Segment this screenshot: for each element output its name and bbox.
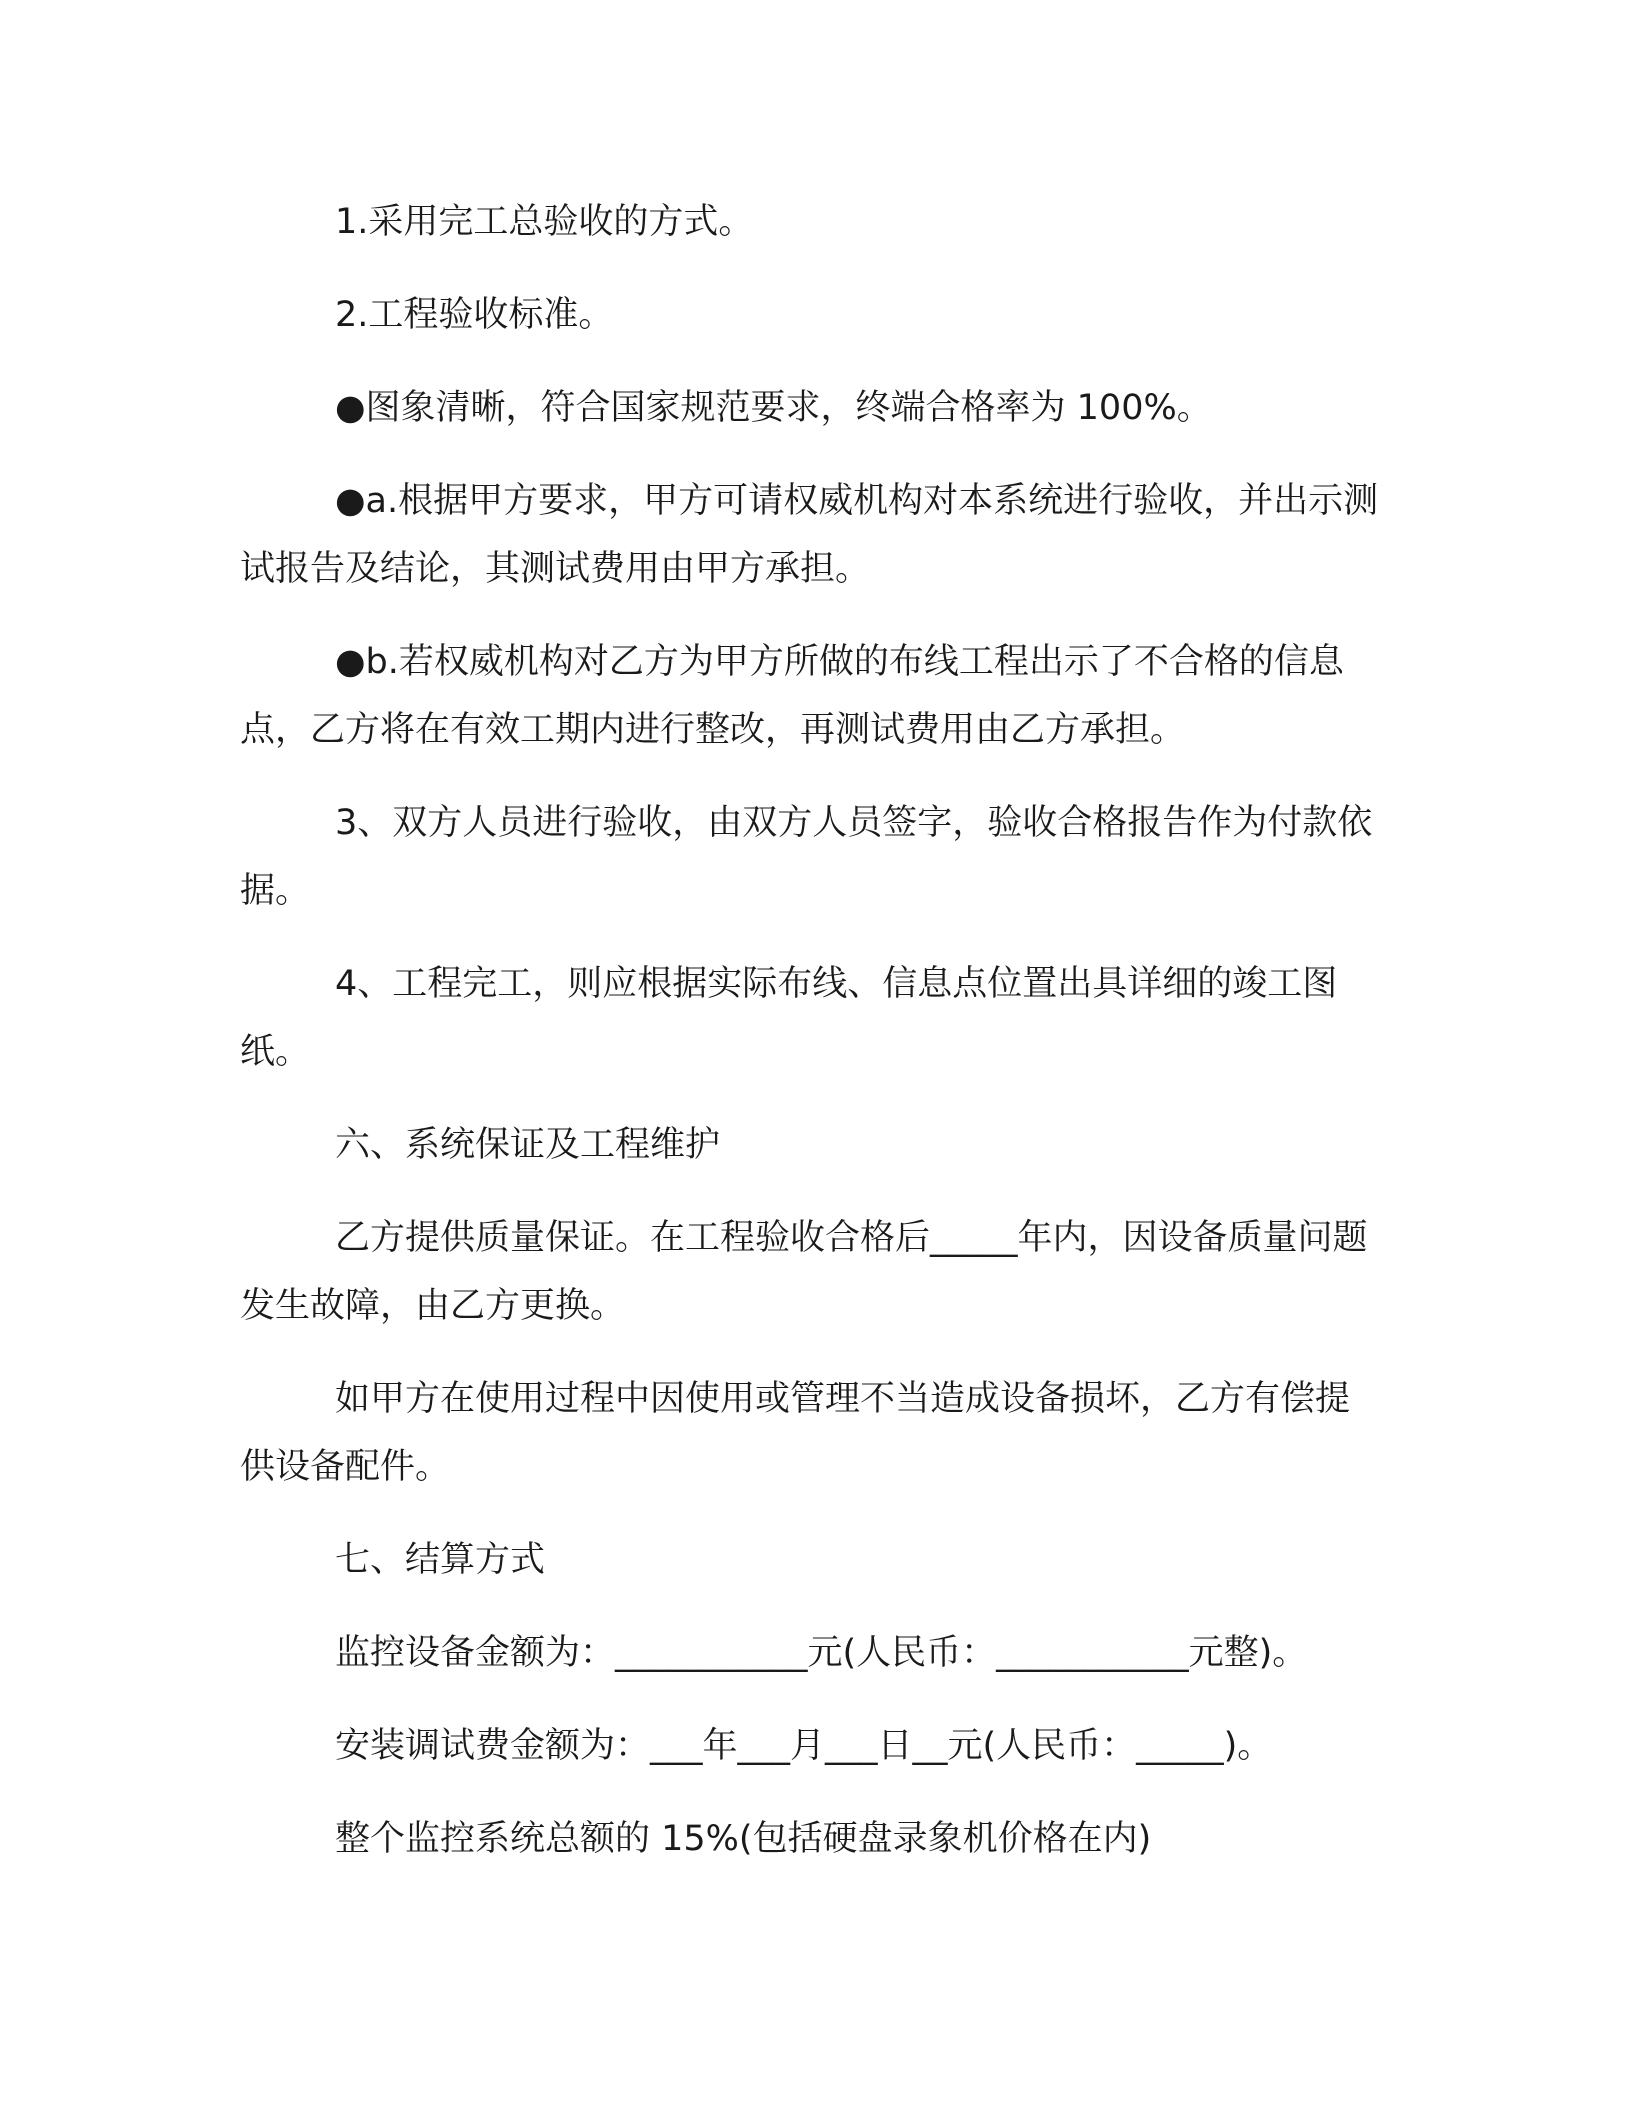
paragraph-item-a: ●a.根据甲方要求，甲方可请权威机构对本系统进行验收，并出示测试报告及结论，其测试费用由甲方承担。 [240, 481, 1379, 589]
paragraph-acceptance-method: 1.采用完工总验收的方式。 [335, 202, 754, 242]
paragraph-item-4: 4、工程完工，则应根据实际布线、信息点位置出具详细的竣工图纸。 [240, 964, 1338, 1072]
paragraph-total-percentage: 整个监控系统总额的 15%(包括硬盘录象机价格在内) [335, 1819, 1152, 1859]
paragraph-equipment-amount: 监控设备金额为：___________元(人民币：___________元整)。 [335, 1633, 1308, 1673]
paragraph-acceptance-standard: 2.工程验收标准。 [335, 295, 614, 335]
paragraph-paid-parts: 如甲方在使用过程中因使用或管理不当造成设备损坏，乙方有偿提供设备配件。 [240, 1379, 1351, 1487]
section-heading-6: 六、系统保证及工程维护 [335, 1125, 721, 1165]
paragraph-item-3: 3、双方人员进行验收，由双方人员签字，验收合格报告作为付款依据。 [240, 803, 1373, 911]
paragraph-quality-guarantee: 乙方提供质量保证。在工程验收合格后_____年内，因设备质量问题发生故障，由乙方更换。 [240, 1218, 1368, 1326]
paragraph-installation-fee: 安装调试费金额为：___年___月___日__元(人民币：_____)。 [335, 1726, 1273, 1766]
paragraph-image-clarity: ●图象清晰，符合国家规范要求，终端合格率为 100%。 [335, 388, 1212, 428]
paragraph-item-b: ●b.若权威机构对乙方为甲方所做的布线工程出示了不合格的信息点，乙方将在有效工期内进行整改，再测试费用由乙方承担。 [240, 642, 1344, 750]
section-heading-7: 七、结算方式 [335, 1540, 546, 1580]
document-body [240, 188, 1380, 1898]
